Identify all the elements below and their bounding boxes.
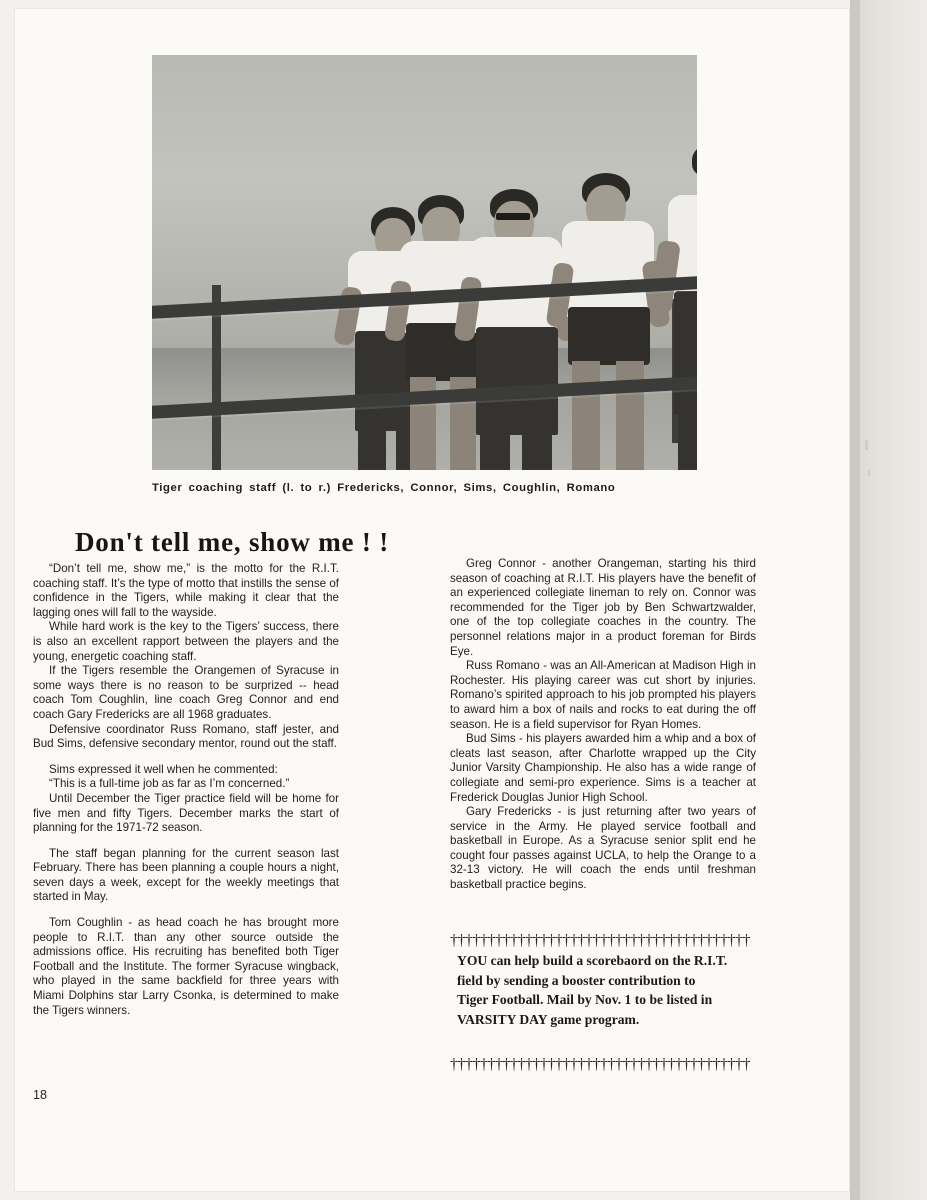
- paragraph: If the Tigers resemble the Orangemen of Syracuse in some ways there is no reason to be surprized -- head coach Tom Coughlin, line coach Greg Connor and end coach Gary Fredericks are all 1968 graduates.: [33, 664, 339, 721]
- body-column-left: [33, 562, 339, 1018]
- notice-line: field by sending a booster contribution to: [457, 972, 696, 988]
- scan-artifact: [856, 755, 858, 759]
- notice-line: YOU can help build a scorebaord on the R.I.T.: [457, 953, 728, 968]
- paragraph: “This is a full-time job as far as I’m concerned.”: [49, 777, 290, 791]
- divider-dagger-row-bottom: ††††††††††††††††††††††††††††††††††††††††: [450, 1056, 750, 1073]
- paragraph: Defensive coordinator Russ Romano, staff jester, and Bud Sims, defensive secondary mentor, round out the staff.: [33, 722, 339, 751]
- paragraph: Russ Romano - was an All-American at Madison High in Rochester. His playing career was cut short by injuries. Romano’s spirited approach to his job prompted his players to award him a box of nails and rocks to eat during the off season. He is a field supervisor for Ryan Homes.: [450, 659, 756, 731]
- paragraph: Until December the Tiger practice field will be home for five men and fifty Tigers. December marks the start of planning for the 1971-72 season.: [33, 791, 339, 835]
- book-gutter-shadow: [850, 0, 860, 1200]
- booster-notice: [457, 951, 767, 1029]
- divider-dagger-row-top: ††††††††††††††††††††††††††††††††††††††††: [450, 932, 750, 949]
- paragraph: The staff began planning for the current season last February. There has been planning a couple hours a night, seven days a week, except for the weekly meetings that started in May.: [33, 846, 339, 904]
- scan-artifact: [865, 440, 868, 450]
- body-column-right: [450, 557, 756, 893]
- notice-line: VARSITY DAY game program.: [457, 1011, 640, 1027]
- page-number: 18: [33, 1088, 47, 1102]
- paragraph: Tom Coughlin - as head coach he has brought more people to R.I.T. than any other source outside the admissions office. His recruiting has benefited both Tiger Football and the Institute. The former Syracuse wingback, who played in the same backfield for three years with Miami Dolphins star Larry Csonka, is determined to make the Tigers winners.: [33, 916, 339, 1017]
- page-title: Don't tell me, show me ! !: [75, 527, 389, 557]
- paragraph: Sims expressed it well when he commented:: [49, 762, 278, 776]
- notice-line: Tiger Football. Mail by Nov. 1 to be listed in: [457, 992, 713, 1007]
- paragraph: “Don’t tell me, show me,” is the motto for the R.I.T. coaching staff. It’s the type of motto that instills the sense of confidence in the Tigers, while making it clear that the lagging ones will fall to the wayside.: [33, 562, 339, 619]
- paragraph: Greg Connor - another Orangeman, starting his third season of coaching at R.I.T. His players have the benefit of an experienced collegiate lineman to rely on. Connor was recommended for the Tiger job by Ben Schwartzwalder, one of the top collegiate coaches in the country. The personnel relations major in a product foreman for Birds Eye.: [450, 557, 756, 658]
- paragraph: While hard work is the key to the Tigers’ success, there is also an excellent rapport between the players and the young, energetic coaching staff.: [33, 620, 339, 663]
- paragraph: Gary Fredericks - is just returning after two years of service in the Army. He played service football and basketball in Europe. As a Syracuse senior split end he cought four passes against UCLA, to help the Orange to a 32-13 victory. He will coach the ends until freshman basketball practice begins.: [450, 805, 756, 892]
- paragraph: Bud Sims - his players awarded him a whip and a box of cleats last season, after Charlotte wrapped up the City Junior Varsity Championship. He also has a wide range of collegiate and semi-pro experience. Sims is a teacher at Frederick Douglas Junior High School.: [450, 732, 756, 804]
- coaching-staff-photo: [152, 55, 697, 470]
- book-gutter: [850, 0, 927, 1200]
- photo-caption: Tiger coaching staff (l. to r.) Fredericks, Connor, Sims, Coughlin, Romano: [152, 482, 616, 494]
- scan-artifact: [868, 470, 870, 476]
